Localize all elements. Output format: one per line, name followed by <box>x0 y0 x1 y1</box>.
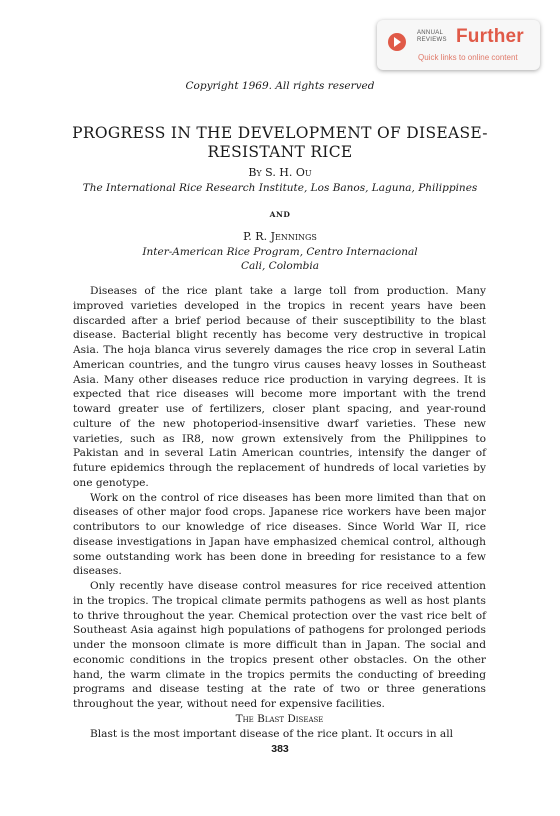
body-text <box>73 284 486 741</box>
author-1-name: By S. H. Ou <box>248 166 312 179</box>
further-badge[interactable] <box>377 20 540 70</box>
page-number: 383 <box>271 743 289 755</box>
author-2-affiliation-line2: Cali, Colombia <box>240 260 320 272</box>
copyright-notice: Copyright 1969. All rights reserved <box>185 80 375 92</box>
badge-publisher <box>417 30 447 44</box>
section-heading: The Blast Disease <box>235 712 324 725</box>
author-2-affiliation-line1: Inter-American Rice Program, Centro Internacional <box>142 246 418 258</box>
paragraph-4: Blast is the most important disease of the rice plant. It occurs in all <box>90 727 454 740</box>
paragraph-1: Diseases of the rice plant take a large toll from production. Many improved varieties developed in the tropics in recent years have been discarded after a brief period because of their susceptibility to the blast disease. Bacterial blight recently has become very destructive in tropical Asia. The hoja blanca virus severely damages the rice crop in several Latin American countries, and the tungro virus causes heavy losses in Southeast Asia. Many other diseases reduce rice production in varying degrees. It is expected that rice diseases will become more important with the trend toward greater use of fertilizers, closer plant spacing, and year-round culture of the new photoperiod-insensitive dwarf varieties. These new varieties, such as IR8, now grown extensively from the Philippines to Pakistan and in several Latin American countries, intensify the danger of future epidemics through the replacement of hundreds of local varieties by one genotype. <box>73 285 486 489</box>
play-circle-icon <box>388 33 406 51</box>
author-1-affiliation: The International Rice Research Institute, Los Banos, Laguna, Philippines <box>82 182 478 194</box>
badge-further: Further <box>456 26 524 47</box>
badge-reviews: REVIEWS <box>417 37 447 43</box>
badge-quick-links[interactable]: Quick links to online content <box>418 53 518 62</box>
paragraph-2: Work on the control of rice diseases has been more limited than that on diseases of other major food crops. Japanese rice workers have been major contributors to our knowledge of rice diseases. Since World War II, rice disease investigations in Japan have emphasized chemical control, although some outstanding work has been done in breeding for resistance to a few diseases. <box>73 491 486 578</box>
paper-title: PROGRESS IN THE DEVELOPMENT OF DISEASE-RESISTANT RICE <box>72 124 488 161</box>
author-2-name: P. R. Jennings <box>243 230 317 243</box>
badge-annual: ANNUAL <box>417 30 444 36</box>
paragraph-3: Only recently have disease control measures for rice received attention in the tropics. The tropical climate permits pathogens as well as host plants to thrive throughout the year. Chemical protection over the vast rice belt of Southeast Asia against high populations of pathogens for prolonged periods under the monsoon climate is more difficult than in Japan. The social and economic conditions in the tropics present other obstacles. On the other hand, the warm climate in the tropics permits the conducting of breeding programs and disease testing at the rate of two or three generations throughout the year, without need for expensive facilities. <box>73 580 486 710</box>
and-separator: AND <box>269 210 291 219</box>
